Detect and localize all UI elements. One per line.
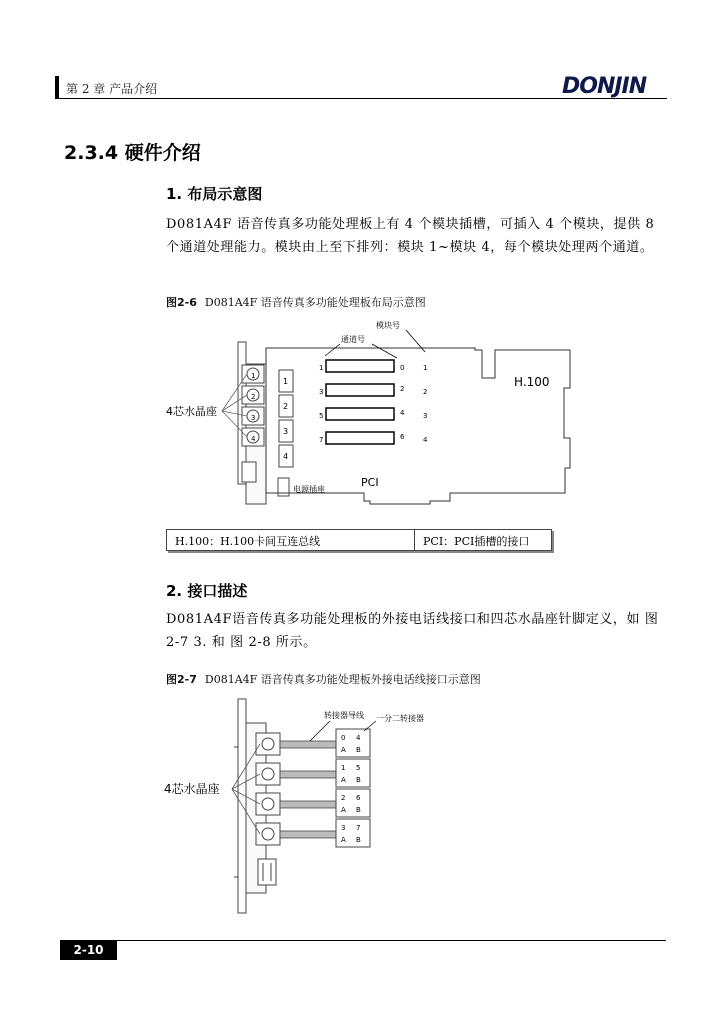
page-number: 2-10 [73, 943, 104, 957]
figure-number: 图2-6 [166, 296, 197, 309]
bracket-connector [258, 859, 276, 885]
subsection-title-interface: 2. 接口描述 [166, 582, 248, 600]
pin-a: A [341, 746, 346, 754]
module-index: 2 [423, 388, 428, 396]
channel-number-left: 1 [319, 364, 324, 372]
h100-label: H.100 [514, 375, 550, 389]
phone-interface-diagram [150, 697, 424, 925]
figure-caption-text: D081A4F 语音传真多功能处理板布局示意图 [204, 296, 426, 309]
legend-h100: H.100：H.100卡间互连总线 [175, 535, 321, 548]
module-number: 2 [283, 402, 289, 411]
module-slots [326, 360, 394, 444]
crystal-label: 4芯水晶座 [164, 782, 220, 796]
pin-a: A [341, 776, 346, 784]
pin-a: A [341, 806, 346, 814]
section-title: 2.3.4 硬件介绍 [64, 142, 201, 164]
channel-no-label: 通道号 [341, 335, 365, 344]
module-index: 1 [423, 364, 428, 372]
module-number: 1 [283, 377, 289, 386]
figure-2-6-caption [166, 294, 426, 310]
figure-caption-text: D081A4F 语音传真多功能处理板外接电话线接口示意图 [204, 673, 481, 686]
port-left: 2 [341, 794, 346, 802]
adapter-cables [280, 741, 336, 838]
port-right: 7 [356, 824, 361, 832]
splitter-label: 一分二转接器 [376, 714, 424, 723]
socket-number: 2 [251, 393, 256, 401]
layout-paragraph: D081A4F 语音传真多功能处理板上有 4 个模块插槽，可插入 4 个模块，提供 8 个通道处理能力。模块由上至下排列：模块 1~模块 4，每个模块处理两个通道。 [166, 217, 655, 255]
port-left: 3 [341, 824, 346, 832]
port-left: 1 [341, 764, 346, 772]
pin-b: B [356, 806, 361, 814]
channel-number-left: 7 [319, 436, 324, 444]
module-no-label: 模块号 [376, 321, 400, 330]
socket-number: 4 [251, 435, 256, 443]
figure-legend [166, 529, 552, 551]
board-outline [266, 348, 570, 504]
footer-rule [60, 940, 666, 941]
pci-label: PCI [361, 476, 379, 489]
channel-number-right: 0 [400, 364, 405, 372]
power-label: 电源插座 [293, 485, 325, 494]
port-right: 6 [356, 794, 361, 802]
interface-paragraph: D081A4F语音传真多功能处理板的外接电话线接口和四芯水晶座针脚定义，如 图 2-7 3. 和 图 2-8 所示。 [166, 612, 659, 650]
channel-number-right: 2 [400, 385, 405, 393]
pin-a: A [341, 836, 346, 844]
module-number: 3 [283, 427, 289, 436]
cable-label: 转接器导线 [324, 711, 364, 720]
module-number: 4 [283, 452, 289, 461]
socket-number: 3 [251, 414, 256, 422]
legend-divider [414, 530, 415, 550]
socket-number: 1 [251, 372, 256, 380]
figure-number: 图2-7 [166, 673, 197, 686]
channel-number-left: 3 [319, 388, 324, 396]
channel-number-right: 6 [400, 433, 405, 441]
label-arrows [325, 330, 425, 358]
port-left: 0 [341, 734, 346, 742]
pin-b: B [356, 776, 361, 784]
header-rule [55, 98, 667, 99]
port-right: 4 [356, 734, 361, 742]
pin-b: B [356, 836, 361, 844]
chapter-header: 第 2 章 产品介绍 [66, 82, 158, 96]
crystal-label: 4芯水晶座 [166, 405, 217, 418]
module-index: 3 [423, 412, 428, 420]
pin-b: B [356, 746, 361, 754]
port-right: 5 [356, 764, 361, 772]
figure-2-7-caption [166, 671, 481, 687]
channel-number-right: 4 [400, 409, 405, 417]
company-logo: DONJIN [562, 74, 647, 99]
bracket-connector [242, 462, 256, 482]
module-index: 4 [423, 436, 428, 444]
subsection-title-layout: 1. 布局示意图 [166, 185, 263, 203]
mount-bracket [238, 699, 246, 913]
channel-number-left: 5 [319, 412, 324, 420]
header-bar [55, 76, 59, 98]
board-layout-diagram [150, 318, 590, 524]
legend-pci: PCI：PCI插槽的接口 [423, 535, 530, 548]
